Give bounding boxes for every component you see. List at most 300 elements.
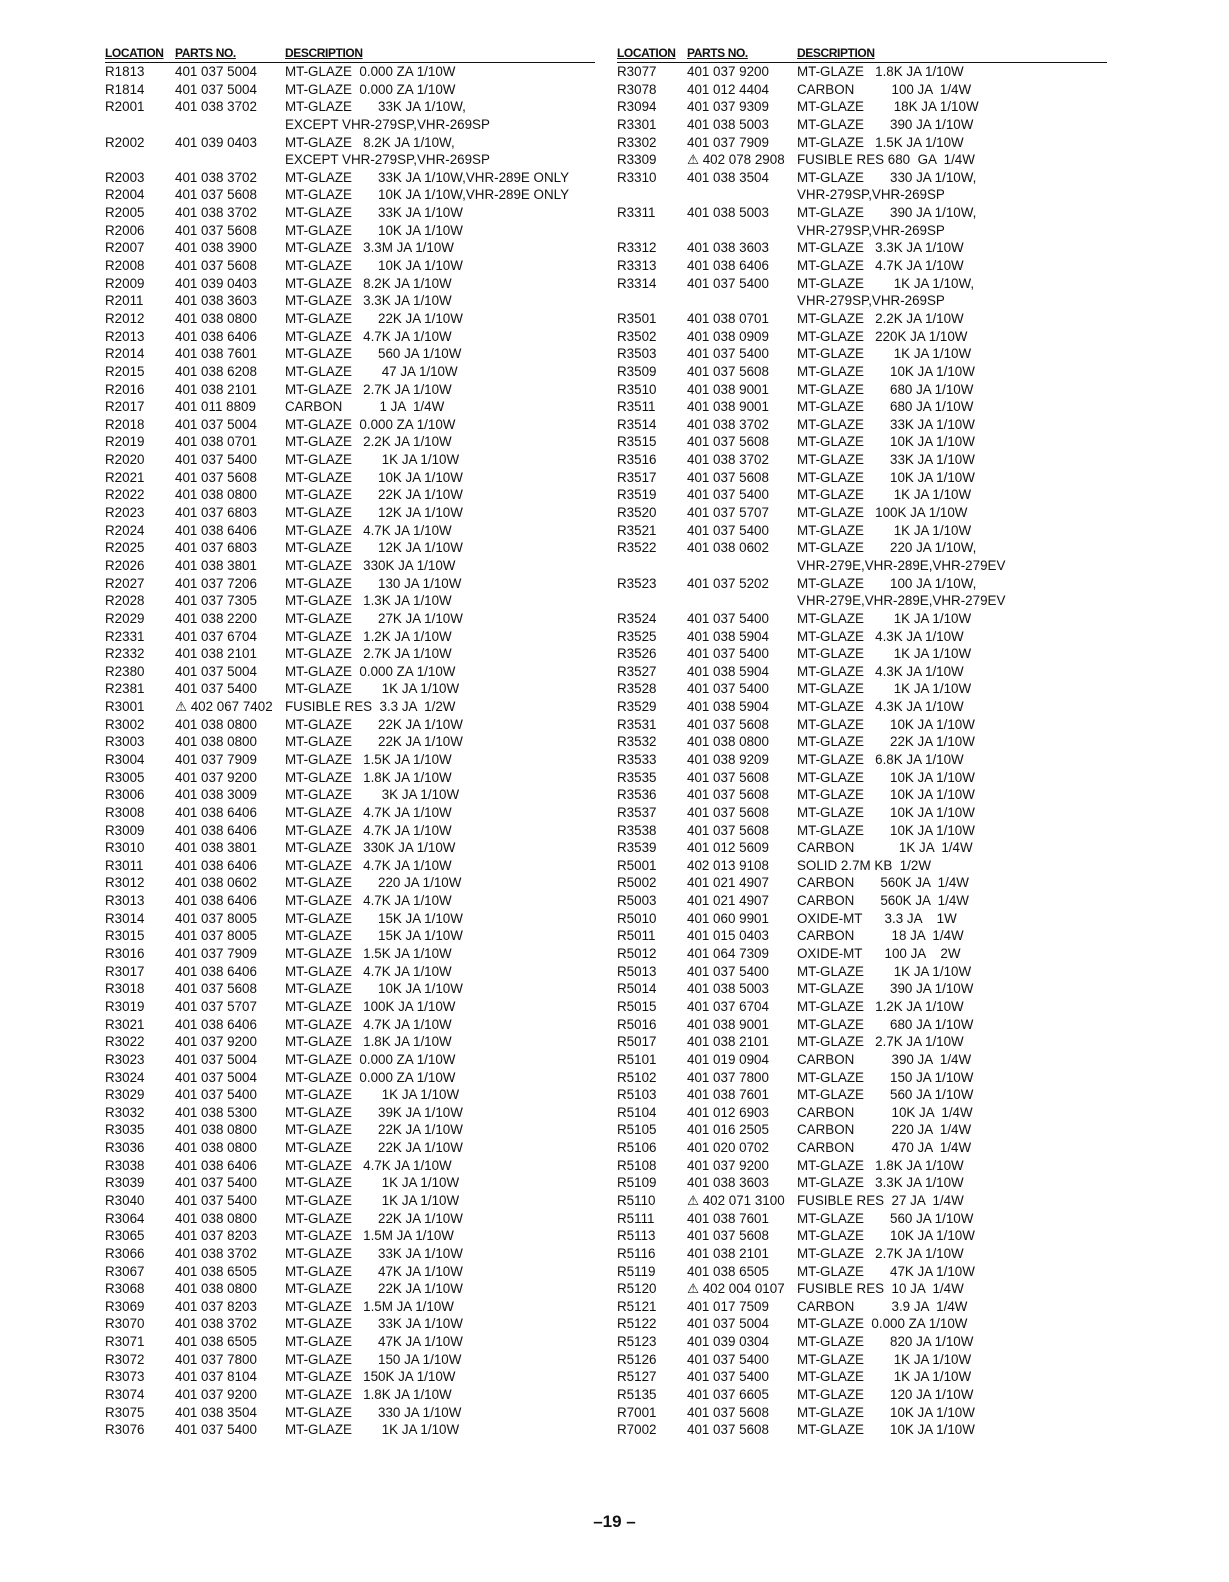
description-cell: MT-GLAZE 6.8K JA 1/10W: [797, 751, 964, 767]
table-row: [105, 822, 595, 840]
location-cell: R3522: [617, 540, 657, 556]
part-number-cell: 401 037 5400: [687, 346, 769, 362]
part-number-cell: 401 038 2101: [687, 1034, 769, 1050]
part-number-cell: 401 038 6406: [175, 857, 257, 873]
table-row: [105, 1263, 595, 1281]
location-cell: R3070: [105, 1316, 145, 1332]
description-cell: MT-GLAZE 390 JA 1/10W: [797, 981, 974, 997]
description-cell: MT-GLAZE 22K JA 1/10W: [285, 1140, 463, 1156]
location-cell: R3314: [617, 275, 657, 291]
description-cell: MT-GLAZE 560 JA 1/10W: [285, 346, 462, 362]
table-row: [105, 892, 595, 910]
part-number-cell: ⚠ 402 004 0107: [687, 1281, 785, 1297]
description-cell: MT-GLAZE 680 JA 1/10W: [797, 1016, 974, 1032]
table-row: [105, 1245, 595, 1263]
table-row: [105, 134, 595, 152]
description-cell: MT-GLAZE 4.7K JA 1/10W: [797, 258, 964, 274]
part-number-cell: 401 064 7309: [687, 946, 769, 962]
part-number-cell: 401 037 5400: [175, 1087, 257, 1103]
part-number-cell: 401 037 5608: [687, 769, 769, 785]
table-row: [105, 575, 595, 593]
part-number-cell: 401 037 8203: [175, 1298, 257, 1314]
part-number-cell: ⚠ 402 071 3100: [687, 1193, 785, 1208]
location-cell: R5101: [617, 1051, 657, 1067]
description-cell: MT-GLAZE 3.3M JA 1/10W: [285, 240, 454, 256]
table-row: [617, 98, 1107, 116]
location-cell: R3039: [105, 1175, 145, 1191]
part-number-cell: 401 039 0403: [175, 134, 257, 150]
description-cell: MT-GLAZE 150 JA 1/10W: [797, 1069, 974, 1085]
table-row: [105, 451, 595, 469]
table-row: [105, 522, 595, 540]
description-cell: MT-GLAZE 39K JA 1/10W: [285, 1104, 463, 1120]
location-cell: R3004: [105, 751, 145, 767]
table-row: [105, 927, 595, 945]
description-cell: MT-GLAZE 1K JA 1/10W: [285, 681, 460, 697]
description-cell: MT-GLAZE 4.3K JA 1/10W: [797, 663, 964, 679]
description-cell: MT-GLAZE 560 JA 1/10W: [797, 1087, 974, 1103]
description-cell: MT-GLAZE 12K JA 1/10W: [285, 505, 463, 521]
description-cell: MT-GLAZE 4.3K JA 1/10W: [797, 628, 964, 644]
table-row: [617, 751, 1107, 769]
location-cell: R5111: [617, 1210, 655, 1226]
part-number-cell: 401 037 5707: [175, 998, 257, 1014]
table-row: [617, 398, 1107, 416]
part-number-cell: 401 037 5004: [175, 81, 257, 97]
description-cell: FUSIBLE RES 10 JA 1/4W: [797, 1281, 964, 1297]
location-cell: R1814: [105, 81, 145, 97]
table-row: [105, 169, 595, 187]
location-cell: R5016: [617, 1016, 657, 1032]
part-number-cell: 401 038 0701: [175, 434, 257, 450]
description-cell: MT-GLAZE 1K JA 1/10W: [797, 681, 972, 697]
part-number-cell: 401 038 2101: [175, 381, 257, 397]
part-number-cell: 401 038 6406: [175, 963, 257, 979]
table-row: [105, 751, 595, 769]
description-cell: CARBON 390 JA 1/4W: [797, 1051, 972, 1067]
table-row: [617, 663, 1107, 681]
table-row: [617, 557, 1107, 575]
location-cell: R3509: [617, 363, 657, 379]
location-cell: R3029: [105, 1087, 145, 1103]
description-cell: MT-GLAZE 33K JA 1/10W: [285, 205, 463, 221]
part-number-cell: 401 038 2200: [175, 610, 257, 626]
description-cell: MT-GLAZE 1K JA 1/10W: [797, 646, 972, 662]
description-cell: MT-GLAZE 820 JA 1/10W: [797, 1334, 974, 1350]
table-row: [105, 998, 595, 1016]
table-row: [617, 1421, 1107, 1439]
location-cell: R5001: [617, 857, 657, 873]
description-cell: MT-GLAZE 10K JA 1/10W: [797, 434, 975, 450]
table-row: [617, 733, 1107, 751]
description-cell: MT-GLAZE 0.000 ZA 1/10W: [285, 416, 456, 432]
table-row: [617, 292, 1107, 310]
location-cell: R2009: [105, 275, 145, 291]
description-cell: MT-GLAZE 22K JA 1/10W: [285, 734, 463, 750]
part-number-cell: 401 037 5608: [687, 804, 769, 820]
description-cell: MT-GLAZE 100K JA 1/10W: [797, 505, 968, 521]
table-row: [617, 1404, 1107, 1422]
part-number-cell: 401 038 6208: [175, 363, 257, 379]
location-cell: R3012: [105, 875, 145, 891]
header-location: LOCATION: [105, 46, 164, 60]
table-row: [105, 1421, 595, 1439]
description-cell: MT-GLAZE 1K JA 1/10W: [797, 610, 972, 626]
description-cell: CARBON 560K JA 1/4W: [797, 893, 969, 909]
table-row: [105, 539, 595, 557]
description-cell: CARBON 100 JA 1/4W: [797, 81, 972, 97]
description-cell: MT-GLAZE 10K JA 1/10W: [797, 716, 975, 732]
table-row: [617, 1227, 1107, 1245]
table-row: [617, 504, 1107, 522]
part-number-cell: 401 038 0800: [175, 734, 257, 750]
part-number-cell: 401 038 3702: [175, 1316, 257, 1332]
location-cell: R5014: [617, 981, 657, 997]
table-row: [105, 910, 595, 928]
part-number-cell: 401 038 0800: [175, 487, 257, 503]
description-cell: MT-GLAZE 4.7K JA 1/10W: [285, 893, 452, 909]
part-number-cell: 401 037 5400: [175, 1175, 257, 1191]
location-cell: R5120: [617, 1281, 657, 1297]
description-cell: MT-GLAZE 390 JA 1/10W: [797, 116, 974, 132]
part-number-cell: 401 037 5004: [175, 1051, 257, 1067]
part-number-cell: 401 037 5004: [175, 663, 257, 679]
location-cell: R3068: [105, 1281, 145, 1297]
description-cell: MT-GLAZE 0.000 ZA 1/10W: [285, 1069, 456, 1085]
location-cell: R3515: [617, 434, 657, 450]
table-row: [617, 1280, 1107, 1298]
location-cell: R3525: [617, 628, 657, 644]
table-row: [105, 1104, 595, 1122]
location-cell: R5135: [617, 1387, 657, 1403]
location-cell: R3523: [617, 575, 657, 591]
table-row: [617, 1210, 1107, 1228]
table-row: [617, 628, 1107, 646]
location-cell: R5119: [617, 1263, 656, 1279]
part-number-cell: 401 037 7909: [175, 751, 257, 767]
description-cell: MT-GLAZE 22K JA 1/10W: [797, 734, 975, 750]
part-number-cell: 401 037 5608: [175, 222, 257, 238]
part-number-cell: 401 037 5608: [687, 716, 769, 732]
description-cell: MT-GLAZE 1K JA 1/10W: [285, 1193, 460, 1208]
location-cell: R3022: [105, 1034, 145, 1050]
location-cell: R5109: [617, 1175, 657, 1191]
description-cell: MT-GLAZE 12K JA 1/10W: [285, 540, 463, 556]
description-cell: CARBON 18 JA 1/4W: [797, 928, 964, 944]
location-cell: R3520: [617, 505, 657, 521]
table-row: [617, 1051, 1107, 1069]
description-cell: MT-GLAZE 4.7K JA 1/10W: [285, 522, 452, 538]
location-cell: R3071: [105, 1334, 145, 1350]
part-number-cell: 401 038 3702: [175, 205, 257, 221]
location-cell: R3038: [105, 1157, 145, 1173]
location-cell: R3035: [105, 1122, 145, 1138]
location-cell: R3072: [105, 1351, 145, 1367]
description-cell: MT-GLAZE 220 JA 1/10W: [285, 875, 462, 891]
description-cell: MT-GLAZE 10K JA 1/10W: [797, 1404, 975, 1420]
location-cell: R2380: [105, 663, 145, 679]
description-cell: MT-GLAZE 10K JA 1/10W: [285, 222, 463, 238]
part-number-cell: 401 038 2101: [175, 646, 257, 662]
table-row: [617, 63, 1107, 81]
table-row: [617, 1104, 1107, 1122]
part-number-cell: 401 038 0800: [175, 1140, 257, 1156]
part-number-cell: 401 037 9200: [175, 769, 257, 785]
location-cell: R2021: [105, 469, 145, 485]
part-number-cell: 401 037 5608: [687, 1228, 769, 1244]
part-number-cell: 401 038 5003: [687, 205, 769, 221]
location-cell: R3066: [105, 1245, 145, 1261]
table-row: [105, 1298, 595, 1316]
table-row: [617, 1351, 1107, 1369]
table-row: [617, 575, 1107, 593]
part-number-cell: 401 037 5608: [687, 469, 769, 485]
table-row: [617, 381, 1107, 399]
location-cell: R3077: [617, 64, 657, 79]
description-cell: MT-GLAZE 1K JA 1/10W: [285, 452, 460, 468]
table-row: [617, 469, 1107, 487]
description-cell: FUSIBLE RES 680 GA 1/4W: [797, 152, 975, 168]
description-cell: MT-GLAZE 4.7K JA 1/10W: [285, 1016, 452, 1032]
description-cell: MT-GLAZE 4.7K JA 1/10W: [285, 857, 452, 873]
description-cell: VHR-279E,VHR-289E,VHR-279EV: [797, 593, 1006, 609]
part-number-cell: 401 038 0800: [175, 1281, 257, 1297]
table-row: [617, 204, 1107, 222]
part-number-cell: 401 037 5400: [687, 646, 769, 662]
description-cell: FUSIBLE RES 27 JA 1/4W: [797, 1193, 964, 1208]
description-cell: MT-GLAZE 1.2K JA 1/10W: [285, 628, 452, 644]
location-cell: R2024: [105, 522, 145, 538]
description-cell: MT-GLAZE 220 JA 1/10W,: [797, 540, 977, 556]
location-cell: R5012: [617, 946, 657, 962]
part-number-cell: 402 013 9108: [687, 857, 769, 873]
part-number-cell: 401 038 6406: [175, 1157, 257, 1173]
description-cell: MT-GLAZE 4.7K JA 1/10W: [285, 1157, 452, 1173]
part-number-cell: 401 037 9200: [175, 1034, 257, 1050]
part-number-cell: 401 021 4907: [687, 893, 769, 909]
location-cell: R7001: [617, 1404, 657, 1420]
part-number-cell: 401 020 0702: [687, 1140, 769, 1156]
table-row: [617, 363, 1107, 381]
table-row: [617, 1315, 1107, 1333]
description-cell: MT-GLAZE 330K JA 1/10W: [285, 840, 456, 856]
table-row: [617, 892, 1107, 910]
part-number-cell: 401 038 6505: [687, 1263, 769, 1279]
table-row: [105, 1368, 595, 1386]
part-number-cell: 401 060 9901: [687, 910, 769, 926]
part-number-cell: 401 038 3009: [175, 787, 257, 803]
location-cell: R3015: [105, 928, 145, 944]
part-number-cell: 401 037 7206: [175, 575, 257, 591]
table-row: [105, 1016, 595, 1034]
part-number-cell: 401 038 5904: [687, 628, 769, 644]
table-row: [105, 804, 595, 822]
description-cell: MT-GLAZE 1.5M JA 1/10W: [285, 1228, 454, 1244]
part-number-cell: 401 037 5400: [687, 522, 769, 538]
table-row: [617, 328, 1107, 346]
location-cell: R3011: [105, 857, 144, 873]
location-cell: R5003: [617, 893, 657, 909]
description-cell: MT-GLAZE 22K JA 1/10W: [285, 1281, 463, 1297]
description-cell: VHR-279SP,VHR-269SP: [797, 293, 945, 309]
table-row: [105, 786, 595, 804]
location-cell: R3537: [617, 804, 657, 820]
description-cell: MT-GLAZE 120 JA 1/10W: [797, 1387, 974, 1403]
description-cell: MT-GLAZE 2.2K JA 1/10W: [797, 310, 964, 326]
part-number-cell: 401 037 5400: [687, 610, 769, 626]
description-cell: MT-GLAZE 1.3K JA 1/10W: [285, 593, 452, 609]
table-row: [105, 486, 595, 504]
description-cell: MT-GLAZE 1.8K JA 1/10W: [285, 1387, 452, 1403]
table-row: [617, 1157, 1107, 1175]
table-row: [617, 1033, 1107, 1051]
table-row: [105, 398, 595, 416]
table-row: [105, 292, 595, 310]
location-cell: R3017: [105, 963, 145, 979]
description-cell: FUSIBLE RES 3.3 JA 1/2W: [285, 699, 456, 715]
table-row: [617, 433, 1107, 451]
location-cell: R3532: [617, 734, 657, 750]
part-number-cell: 401 038 5003: [687, 116, 769, 132]
part-number-cell: 401 038 5300: [175, 1104, 257, 1120]
table-row: [617, 1121, 1107, 1139]
location-cell: R3524: [617, 610, 657, 626]
table-row: [105, 469, 595, 487]
table-row: [617, 1368, 1107, 1386]
location-cell: R2012: [105, 310, 145, 326]
table-row: [105, 381, 595, 399]
location-cell: R2332: [105, 646, 145, 662]
table-row: [617, 416, 1107, 434]
part-number-cell: 401 038 9209: [687, 751, 769, 767]
location-cell: R2006: [105, 222, 145, 238]
location-cell: R3502: [617, 328, 657, 344]
description-cell: MT-GLAZE 680 JA 1/10W: [797, 399, 974, 415]
description-cell: MT-GLAZE 150K JA 1/10W: [285, 1369, 456, 1385]
location-cell: R3528: [617, 681, 657, 697]
table-row: [105, 363, 595, 381]
location-cell: R2029: [105, 610, 145, 626]
location-cell: R3014: [105, 910, 145, 926]
description-cell: MT-GLAZE 1K JA 1/10W: [797, 522, 972, 538]
part-number-cell: 401 038 6406: [687, 258, 769, 274]
location-cell: R3511: [617, 399, 656, 415]
location-cell: R2026: [105, 557, 145, 573]
header-parts-no: PARTS NO.: [175, 46, 236, 60]
description-cell: MT-GLAZE 2.7K JA 1/10W: [797, 1245, 964, 1261]
part-number-cell: 401 037 7800: [687, 1069, 769, 1085]
table-row: [105, 1333, 595, 1351]
description-cell: MT-GLAZE 33K JA 1/10W: [797, 416, 975, 432]
table-row: [617, 275, 1107, 293]
part-number-cell: 401 037 5004: [175, 64, 257, 79]
description-cell: MT-GLAZE 10K JA 1/10W,VHR-289E ONLY: [285, 187, 570, 203]
table-row: [105, 1227, 595, 1245]
description-cell: CARBON 470 JA 1/4W: [797, 1140, 972, 1156]
part-number-cell: 401 037 7909: [687, 134, 769, 150]
location-cell: R2013: [105, 328, 145, 344]
table-row: [105, 1210, 595, 1228]
location-cell: R2015: [105, 363, 145, 379]
part-number-cell: 401 037 5400: [175, 681, 257, 697]
description-cell: MT-GLAZE 33K JA 1/10W,: [285, 99, 466, 115]
description-cell: MT-GLAZE 4.7K JA 1/10W: [285, 963, 452, 979]
table-row: [105, 1404, 595, 1422]
description-cell: MT-GLAZE 47K JA 1/10W: [797, 1263, 975, 1279]
table-row: [617, 116, 1107, 134]
location-cell: R3016: [105, 946, 145, 962]
part-number-cell: 401 037 5004: [175, 416, 257, 432]
table-row: [105, 592, 595, 610]
table-row: [105, 204, 595, 222]
table-row: [617, 81, 1107, 99]
table-row: [617, 927, 1107, 945]
location-cell: R3521: [617, 522, 657, 538]
part-number-cell: 401 037 5400: [175, 1422, 257, 1438]
description-cell: MT-GLAZE 150 JA 1/10W: [285, 1351, 462, 1367]
description-cell: MT-GLAZE 0.000 ZA 1/10W: [285, 64, 456, 79]
description-cell: MT-GLAZE 1.5K JA 1/10W: [285, 946, 452, 962]
location-cell: R3006: [105, 787, 145, 803]
location-cell: R5110: [617, 1193, 656, 1208]
table-row: [617, 1386, 1107, 1404]
location-cell: R5105: [617, 1122, 657, 1138]
part-number-cell: 401 016 2505: [687, 1122, 769, 1138]
location-cell: R3503: [617, 346, 657, 362]
location-cell: R2027: [105, 575, 145, 591]
description-cell: MT-GLAZE 3.3K JA 1/10W: [797, 1175, 964, 1191]
location-cell: R5010: [617, 910, 657, 926]
description-cell: VHR-279SP,VHR-269SP: [797, 222, 945, 238]
table-row: [617, 257, 1107, 275]
part-number-cell: 401 038 5904: [687, 663, 769, 679]
table-row: [105, 663, 595, 681]
part-number-cell: 401 037 5608: [687, 434, 769, 450]
location-cell: R3065: [105, 1228, 145, 1244]
description-cell: MT-GLAZE 33K JA 1/10W: [285, 1316, 463, 1332]
table-row: [617, 716, 1107, 734]
description-cell: MT-GLAZE 2.2K JA 1/10W: [285, 434, 452, 450]
table-row: [105, 1386, 595, 1404]
description-cell: MT-GLAZE 4.7K JA 1/10W: [285, 804, 452, 820]
table-row: [105, 733, 595, 751]
description-cell: MT-GLAZE 1.8K JA 1/10W: [797, 1157, 964, 1173]
location-cell: R2023: [105, 505, 145, 521]
part-number-cell: ⚠ 402 067 7402: [175, 699, 273, 715]
location-cell: R3008: [105, 804, 145, 820]
location-cell: R3074: [105, 1387, 145, 1403]
description-cell: MT-GLAZE 1.5K JA 1/10W: [797, 134, 964, 150]
part-number-cell: 401 012 5609: [687, 840, 769, 856]
location-cell: R3064: [105, 1210, 145, 1226]
part-number-cell: 401 039 0304: [687, 1334, 769, 1350]
table-row: [105, 628, 595, 646]
location-cell: R5113: [617, 1228, 656, 1244]
table-row: [617, 963, 1107, 981]
parts-table-left: [105, 46, 595, 1439]
part-number-cell: ⚠ 402 078 2908: [687, 152, 785, 168]
part-number-cell: 401 037 5608: [687, 787, 769, 803]
description-cell: MT-GLAZE 560 JA 1/10W: [797, 1210, 974, 1226]
part-number-cell: 401 012 4404: [687, 81, 769, 97]
description-cell: MT-GLAZE 1.5M JA 1/10W: [285, 1298, 454, 1314]
description-cell: MT-GLAZE 3.3K JA 1/10W: [797, 240, 964, 256]
table-row: [105, 416, 595, 434]
description-cell: MT-GLAZE 22K JA 1/10W: [285, 487, 463, 503]
description-cell: MT-GLAZE 15K JA 1/10W: [285, 910, 463, 926]
table-row: [105, 1157, 595, 1175]
description-cell: CARBON 560K JA 1/4W: [797, 875, 969, 891]
